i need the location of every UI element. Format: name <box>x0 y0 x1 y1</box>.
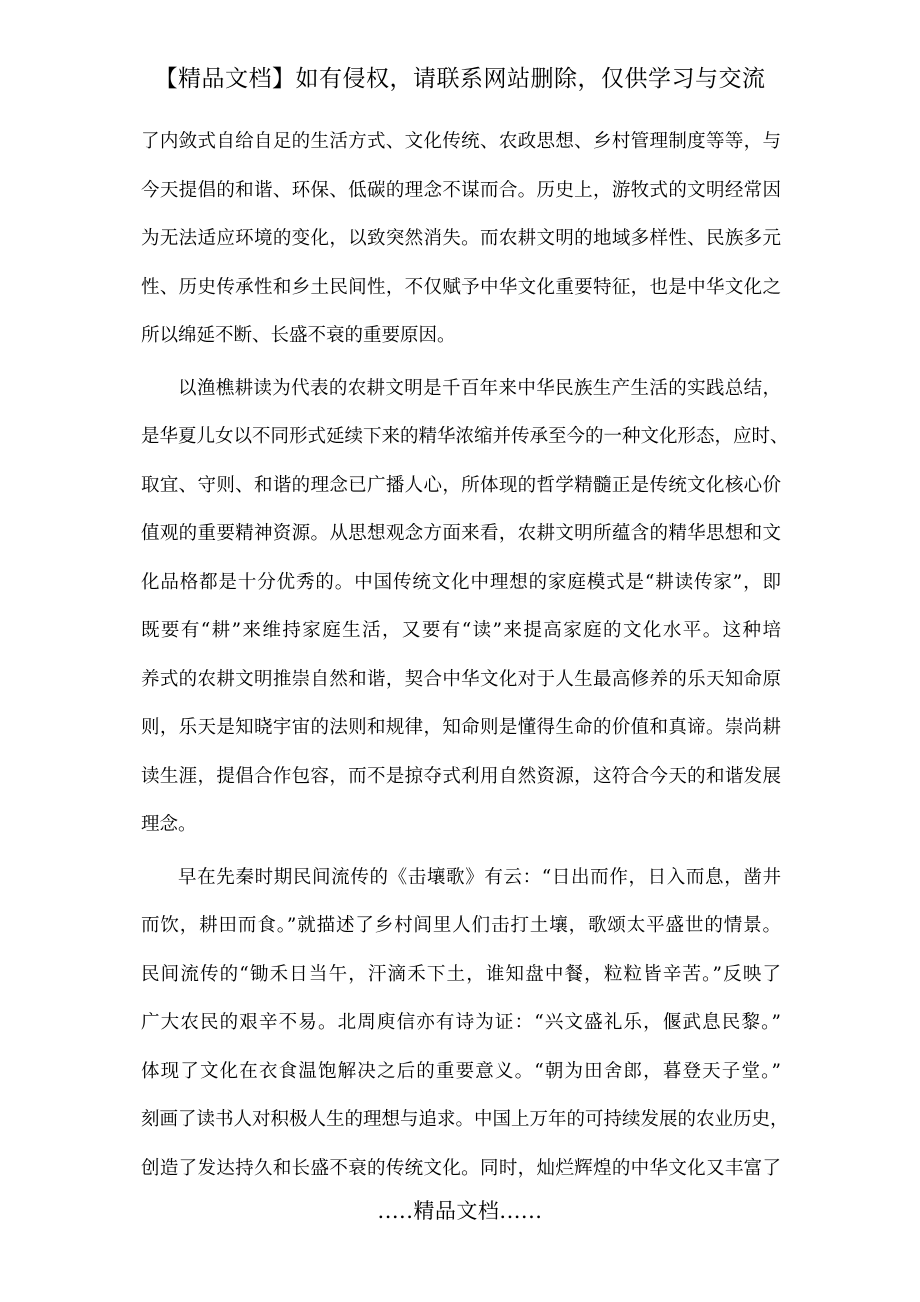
text-line: 为无法适应环境的变化，以致突然消失。而农耕文明的地域多样性、民族多元 <box>141 228 781 249</box>
text-line: 早在先秦时期民间流传的《击壤歌》有云：“日出而作，日入而息，凿井 <box>178 866 781 888</box>
text-line: 民间流传的“锄禾日当午，汗滴禾下土，谁知盘中餐，粒粒皆辛苦。”反映了 <box>141 963 781 985</box>
text-line: 取宜、守则、和谐的理念已广播人心，所体现的哲学精髓正是传统文化核心价 <box>141 474 781 496</box>
text-line: 既要有“耕”来维持家庭生活，又要有“读”来提高家庭的文化水平。这种培 <box>141 620 781 641</box>
text-line: 了内敛式自给自足的生活方式、文化传统、农政思想、乡村管理制度等等，与 <box>141 131 781 152</box>
text-line: 创造了发达持久和长盛不衰的传统文化。同时，灿烂辉煌的中华文化又丰富了 <box>141 1157 781 1179</box>
page-footer: .....精品文档...... <box>377 1199 543 1223</box>
text-line: 则，乐天是知晓宇宙的法则和规律，知命则是懂得生命的价值和真谛。崇尚耕 <box>141 717 781 738</box>
text-line: 是华夏儿女以不同形式延续下来的精华浓缩并传承至今的一种文化形态，应时、 <box>141 426 789 447</box>
text-line: 读生涯，提倡合作包容，而不是掠夺式利用自然资源，这符合今天的和谐发展 <box>141 765 781 787</box>
text-line: 今天提倡的和谐、环保、低碳的理念不谋而合。历史上，游牧式的文明经常因 <box>141 179 781 201</box>
text-line: 而饮，耕田而食。”就描述了乡村闾里人们击打土壤，歌颂太平盛世的情景。 <box>141 915 781 936</box>
text-line: 值观的重要精神资源。从思想观念方面来看，农耕文明所蕴含的精华思想和文 <box>141 523 781 544</box>
document-body <box>141 118 789 1193</box>
page-header: 【精品文档】如有侵权，请联系网站删除，仅供学习与交流 <box>154 66 766 92</box>
text-line: 化品格都是十分优秀的。中国传统文化中理想的家庭模式是“耕读传家”，即 <box>141 571 781 593</box>
text-line: 以渔樵耕读为代表的农耕文明是千百年来中华民族生产生活的实践总结， <box>178 377 781 399</box>
paragraph-1 <box>141 118 781 361</box>
text-line: 理念。 <box>141 814 197 835</box>
paragraph-3 <box>141 854 789 1194</box>
text-line: 广大农民的艰辛不易。北周庾信亦有诗为证：“兴文盛礼乐，偃武息民黎。” <box>141 1012 781 1033</box>
text-line: 所以绵延不断、长盛不衰的重要原因。 <box>141 325 456 346</box>
text-line: 体现了文化在衣食温饱解决之后的重要意义。“朝为田舍郎，暮登天子堂。” <box>141 1060 781 1082</box>
text-line: 性、历史传承性和乡土民间性，不仅赋予中华文化重要特征，也是中华文化之 <box>141 276 781 298</box>
paragraph-2 <box>141 365 789 850</box>
text-line: 刻画了读书人对积极人生的理想与追求。中国上万年的可持续发展的农业历史， <box>141 1109 789 1130</box>
text-line: 养式的农耕文明推崇自然和谐，契合中华文化对于人生最高修养的乐天知命原 <box>141 668 781 690</box>
